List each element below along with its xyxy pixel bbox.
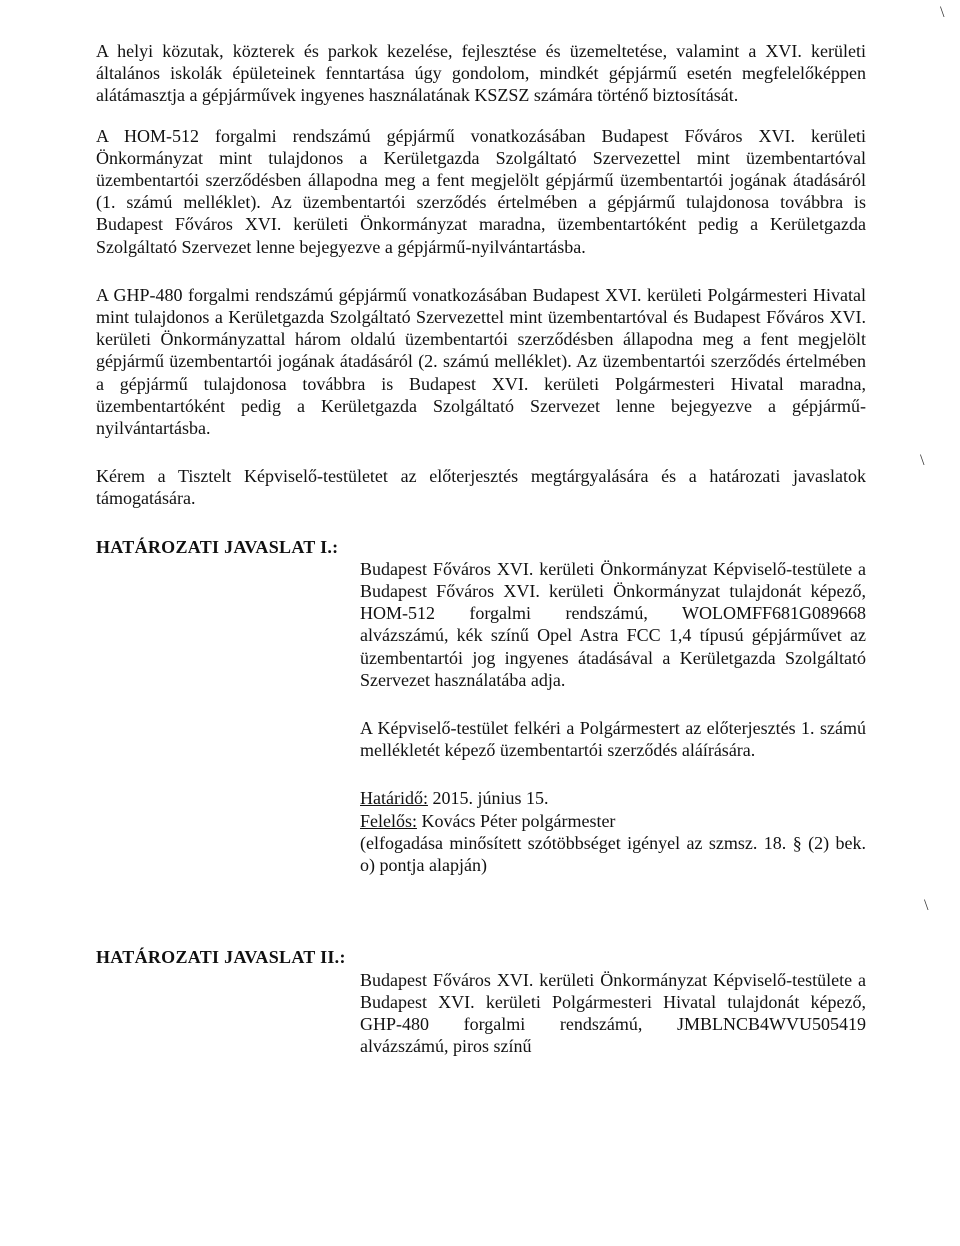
resolution-1-request: A Képviselő-testület felkéri a Polgármestert az előterjesztés 1. számú mellékletét képező üzembentartói szerződés aláírására. <box>360 718 866 761</box>
deadline-line <box>360 787 866 809</box>
resolution-1-text: Budapest Főváros XVI. kerületi Önkormányzat Képviselő-testülete a Budapest Főváros XVI. kerületi Önkormányzat tulajdonát képező, HOM-512 forgalmi rendszámú, WOLOMFF681G089668 alvázszámú, kék színű Opel Astra FCC 1,4 típusú gépjárművet az üzembentartói jog ingyenes átadásával a Kerületgazda Szolgáltató Szervezet használatába adja. <box>360 558 866 690</box>
document-page <box>96 40 866 1083</box>
scan-mark: \ <box>940 4 945 21</box>
responsible-label: Felelős: <box>360 810 417 831</box>
resolution-2-heading: HATÁROZATI JAVASLAT II.: <box>96 947 346 968</box>
resolution-1-heading: HATÁROZATI JAVASLAT I.: <box>96 536 339 557</box>
majority-note: (elfogadása minősített szótöbbséget igényel az szmsz. 18. § (2) bek. o) pontja alapján) <box>360 832 866 876</box>
resolution-2-text: Budapest Főváros XVI. kerületi Önkormányzat Képviselő-testülete a Budapest XVI. kerületi Polgármesteri Hivatal tulajdonát képező, GHP-480 forgalmi rendszámú, JMBLNCB4WVU505419 alvázszámú, piros színű <box>360 969 866 1057</box>
scan-mark: \ <box>920 452 925 469</box>
paragraph-request: Kérem a Tisztelt Képviselő-testületet az előterjesztés megtárgyalására és a határozati javaslatok támogatására. <box>96 466 866 509</box>
resolution-1 <box>96 536 866 877</box>
deadline-value: 2015. június 15. <box>432 788 549 809</box>
paragraph-hom512: A HOM-512 forgalmi rendszámú gépjármű vonatkozásában Budapest Főváros XVI. kerületi Önkormányzat mint tulajdonos a Kerületgazda Szolgáltató Szervezettel mint üzembentartóval üzembentartói szerződésben állapodna meg a fent megjelölt gépjármű üzembentartói jogának átadásáról (1. számú melléklet). Az üzembentartói szerződés értelmében a gépjármű tulajdonosa továbbra is Budapest Főváros XVI. kerületi Önkormányzat maradna, üzembentartóként pedig a Kerületgazda Szolgáltató Szervezet lenne bejegyezve a gépjármű-nyilvántartásba. <box>96 125 866 257</box>
deadline-label: Határidő: <box>360 788 428 809</box>
scan-mark: \ <box>924 897 929 914</box>
responsible-value: Kovács Péter polgármester <box>421 810 616 831</box>
resolution-1-meta <box>360 787 866 876</box>
responsible-line <box>360 810 866 832</box>
paragraph-ghp480: A GHP-480 forgalmi rendszámú gépjármű vonatkozásában Budapest XVI. kerületi Polgármesteri Hivatal mint tulajdonos a Kerületgazda Szolgáltató Szervezettel mint üzembentartóval és Budapest Főváros XVI. kerületi Önkormányzattal három oldalú üzembentartói szerződésben állapodna meg a fent megjelölt gépjármű üzembentartói jogának átadásáról (2. számú melléklet). Az üzembentartói szerződés értelmében a gépjármű tulajdonosa továbbra is Budapest XVI. kerületi Polgármesteri Hivatal maradna, üzembentartóként pedig a Kerületgazda Szolgáltató Szervezet lenne bejegyezve a gépjármű-nyilvántartásba. <box>96 284 866 439</box>
resolution-2 <box>96 946 866 1057</box>
paragraph-intro: A helyi közutak, közterek és parkok kezelése, fejlesztése és üzemeltetése, valamint a XVI. kerületi általános iskolák épületeinek fenntartása úgy gondolom, mindkét gépjármű esetén megfelelőképpen alátámasztja a gépjárművek ingyenes használatának KSZSZ számára történő biztosítását. <box>96 41 866 106</box>
